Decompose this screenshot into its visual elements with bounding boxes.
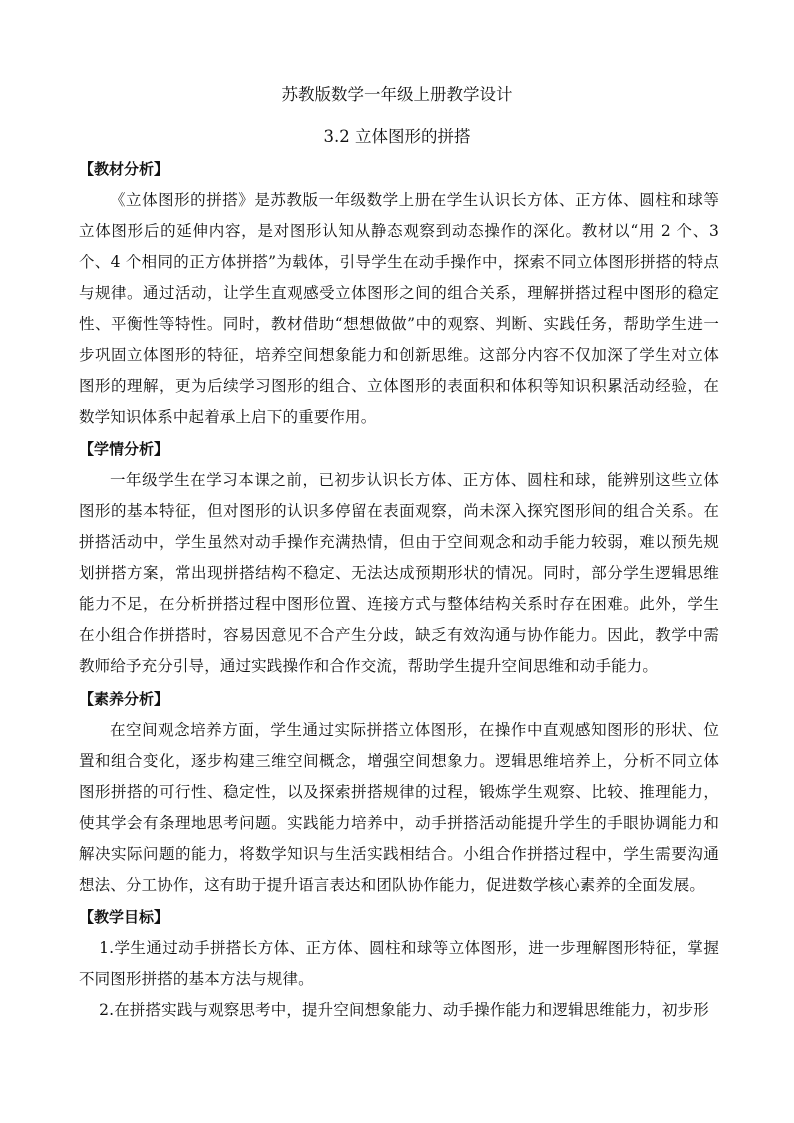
objective-item: 1.学生通过动手拼搭长方体、正方体、圆柱和球等立体图形，进一步理解图形特征，掌握不同图形拼搭的基本方法与规律。 (79, 939, 719, 988)
section-paragraph: 在空间观念培养方面，学生通过实际拼搭立体图形，在操作中直观感知图形的形状、位置和组合变化，逐步构建三维空间概念，增强空间想象力。逻辑思维培养上，分析不同立体图形拼搭的可行性、稳定性，以及探索拼搭规律的过程，锻炼学生观察、比较、推理能力，使其学会有条理地思考问题。实践能力培养中，动手拼搭活动能提升学生的手眼协调能力和解决实际问题的能力，将数学知识与生活实践相结合。小组合作拼搭过程中，学生需要沟通想法、分工协作，这有助于提升语言表达和团队协作能力，促进数学核心素养的全面发展。 (79, 721, 719, 894)
section-teaching-objectives (79, 906, 719, 1026)
section-heading: 【素养分析】 (79, 690, 170, 708)
document-title: 苏教版数学一年级上册教学设计 (281, 85, 513, 104)
section-learner-analysis (79, 438, 719, 682)
section-textbook-analysis (79, 158, 719, 433)
section-literacy-analysis (79, 688, 719, 901)
section-heading: 【教材分析】 (79, 160, 170, 178)
section-paragraph: 《立体图形的拼搭》是苏教版一年级数学上册在学生认识长方体、正方体、圆柱和球等立体图形后的延伸内容，是对图形认知从静态观察到动态操作的深化。教材以“用 2 个、3 个、4 个相同的正方体拼搭”为载体，引导学生在动手操作中，探索不同立体图形拼搭的特点与规律。通过活动，让学生直观感受立体图形之间的组合关系，理解拼搭过程中图形的稳定性、平衡性等特性。同时，教材借助“想想做做”中的观察、判断、实践任务，帮助学生进一步巩固立体图形的特征，培养空间想象能力和创新思维。这部分内容不仅加深了学生对立体图形的理解，更为后续学习图形的组合、立体图形的表面积和体积等知识积累活动经验，在数学知识体系中起着承上启下的重要作用。 (79, 191, 719, 426)
section-heading: 【学情分析】 (79, 440, 170, 458)
objective-item: 2.在拼搭实践与观察思考中，提升空间想象能力、动手操作能力和逻辑思维能力，初步形 (99, 1001, 709, 1019)
document-subtitle: 3.2 立体图形的拼搭 (323, 127, 471, 146)
section-heading: 【教学目标】 (79, 908, 170, 926)
section-paragraph: 一年级学生在学习本课之前，已初步认识长方体、正方体、圆柱和球，能辨别这些立体图形的基本特征，但对图形的认识多停留在表面观察，尚未深入探究图形间的组合关系。在拼搭活动中，学生虽然对动手操作充满热情，但由于空间观念和动手能力较弱，难以预先规划拼搭方案，常出现拼搭结构不稳定、无法达成预期形状的情况。同时，部分学生逻辑思维能力不足，在分析拼搭过程中图形位置、连接方式与整体结构关系时存在困难。此外，学生在小组合作拼搭时，容易因意见不合产生分歧，缺乏有效沟通与协作能力。因此，教学中需教师给予充分引导，通过实践操作和合作交流，帮助学生提升空间思维和动手能力。 (79, 471, 719, 675)
